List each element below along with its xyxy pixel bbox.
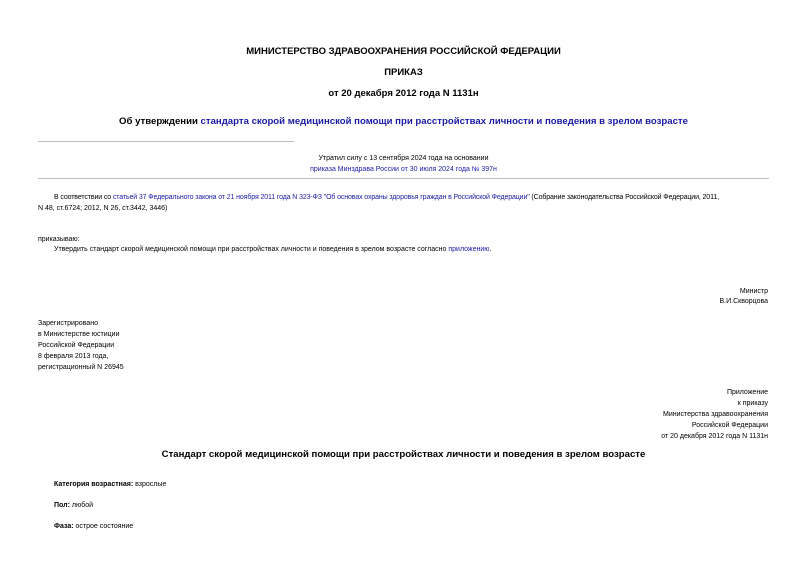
age-label: Категория возрастная: bbox=[54, 481, 134, 488]
phase-value: острое состояние bbox=[73, 523, 134, 530]
appendix-line: Приложение bbox=[726, 389, 768, 396]
approve-suffix: . bbox=[489, 246, 492, 253]
registration-line: 8 февраля 2013 года, bbox=[38, 353, 109, 360]
sex-value: любой bbox=[69, 502, 94, 509]
title-link[interactable]: стандарта скорой медицинской помощи при расстройствах личности и поведения в зрелом возрасте bbox=[200, 116, 688, 127]
preamble-law-link[interactable]: статьей 37 Федерального закона от 21 ноября 2011 года N 323-ФЗ "Об основах охраны здоровья граждан в Российской Федерации" bbox=[112, 194, 530, 201]
registration-line: Зарегистрировано bbox=[38, 320, 98, 327]
sex-label: Пол: bbox=[54, 502, 70, 509]
status-note: Утратил силу с 13 сентября 2024 года на основании bbox=[318, 155, 489, 162]
appendix-line: от 20 декабря 2012 года N 1131н bbox=[661, 433, 768, 440]
standard-title: Стандарт скорой медицинской помощи при расстройствах личности и поведения в зрелом возрасте bbox=[161, 449, 646, 460]
phase-label: Фаза: bbox=[54, 523, 74, 530]
appendix-block bbox=[661, 387, 768, 442]
appendix-line: Министерства здравоохранения bbox=[663, 411, 768, 418]
preamble bbox=[54, 192, 719, 203]
registration-block bbox=[38, 318, 124, 373]
title-prefix: Об утверждении bbox=[119, 116, 201, 127]
divider-full bbox=[38, 178, 769, 179]
field-phase bbox=[54, 521, 133, 532]
appendix-line: к приказу bbox=[737, 400, 768, 407]
preamble-prefix: В соответствии со bbox=[54, 194, 113, 201]
appendix-line: Российской Федерации bbox=[691, 422, 768, 429]
registration-line: в Министерстве юстиции bbox=[38, 331, 120, 338]
status-link[interactable]: приказа Минздрава России от 30 июля 2024 года № 397н bbox=[310, 166, 497, 173]
signature-name: В.И.Скворцова bbox=[719, 298, 768, 305]
registration-line: регистрационный N 26945 bbox=[38, 364, 124, 371]
field-age bbox=[54, 479, 166, 490]
registration-line: Российской Федерации bbox=[38, 342, 115, 349]
signature-position: Министр bbox=[739, 288, 768, 295]
preamble-line2: N 48, ст.6724; 2012, N 26, ст.3442, 3446) bbox=[38, 205, 168, 212]
appendix-link[interactable]: приложению bbox=[448, 246, 490, 253]
divider-short bbox=[38, 141, 294, 142]
field-sex bbox=[54, 500, 93, 511]
preamble-suffix: (Собрание законодательства Российской Федерации, 2011, bbox=[529, 194, 719, 201]
document-title bbox=[0, 116, 807, 127]
age-value: взрослые bbox=[133, 481, 167, 488]
approve-paragraph bbox=[54, 244, 492, 255]
ministry-heading: МИНИСТЕРСТВО ЗДРАВООХРАНЕНИЯ РОССИЙСКОЙ ФЕДЕРАЦИИ bbox=[246, 46, 561, 57]
approve-prefix: Утвердить стандарт скорой медицинской помощи при расстройствах личности и поведения в зрелом возрасте согласно bbox=[54, 246, 449, 253]
order-heading: ПРИКАЗ bbox=[384, 67, 423, 78]
order-word: приказываю: bbox=[38, 236, 80, 243]
order-date-number: от 20 декабря 2012 года N 1131н bbox=[328, 88, 479, 99]
